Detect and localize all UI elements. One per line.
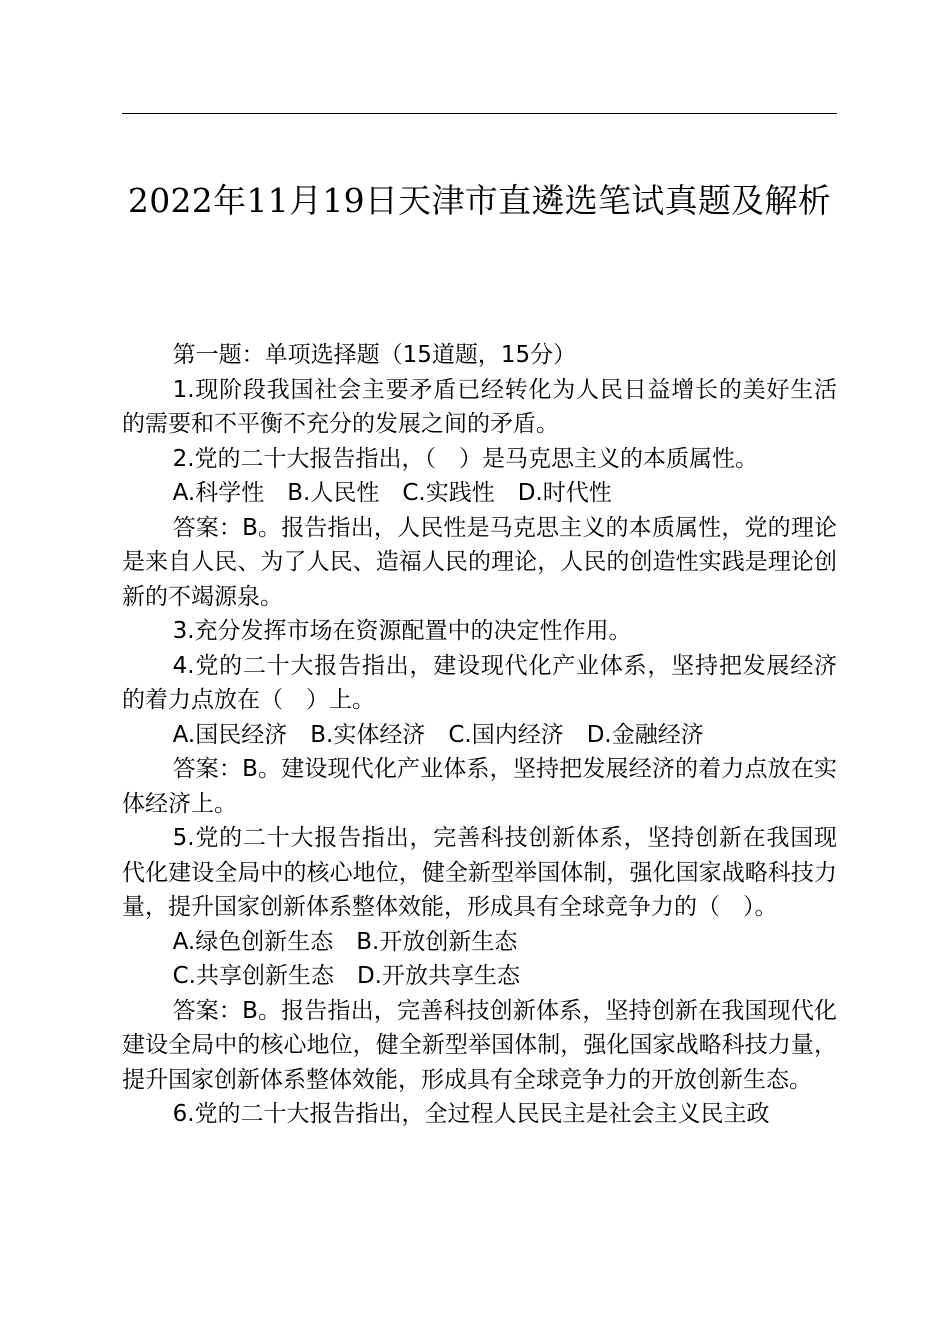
- question-5: 5.党的二十大报告指出，完善科技创新体系，坚持创新在我国现代化建设全局中的核心地位，健全新型举国体制，强化国家战略科技力量，提升国家创新体系整体效能，形成具有全球竞争力的（ ）。: [122, 825, 837, 920]
- section-heading: 第一题：单项选择题（15道题，15分）: [172, 342, 577, 368]
- question-5-answer: 答案：B。报告指出，完善科技创新体系，坚持创新在我国现代化建设全局中的核心地位，健全新型举国体制，强化国家战略科技力量，提升国家创新体系整体效能，形成具有全球竞争力的开放创新生态。: [122, 997, 837, 1093]
- question-2: 2.党的二十大报告指出，（ ）是马克思主义的本质属性。: [172, 445, 759, 472]
- question-6: 6.党的二十大报告指出，全过程人民民主是社会主义民主政: [172, 1101, 770, 1127]
- question-3: 3.充分发挥市场在资源配置中的决定性作用。: [172, 618, 632, 644]
- question-4-answer: 答案：B。建设现代化产业体系，坚持把发展经济的着力点放在实体经济上。: [122, 756, 837, 817]
- question-4: 4.党的二十大报告指出，建设现代化产业体系，坚持把发展经济的着力点放在（ ）上。: [122, 652, 837, 713]
- question-5-options-ab: A.绿色创新生态 B.开放创新生态: [172, 928, 518, 955]
- header-rule: [122, 113, 837, 114]
- document-body: [122, 338, 837, 1132]
- question-1: 1.现阶段我国社会主要矛盾已经转化为人民日益增长的美好生活的需要和不平衡不充分的发展之间的矛盾。: [122, 376, 837, 437]
- question-5-options-cd: C.共享创新生态 D.开放共享生态: [172, 963, 520, 989]
- question-2-answer: 答案：B。报告指出，人民性是马克思主义的本质属性，党的理论是来自人民、为了人民、造福人民的理论，人民的创造性实践是理论创新的不竭源泉。: [122, 514, 837, 610]
- document-title: 2022年11月19日天津市直遴选笔试真题及解析: [127, 181, 832, 220]
- question-2-options: A.科学性 B.人民性 C.实践性 D.时代性: [172, 480, 612, 506]
- question-4-options: A.国民经济 B.实体经济 C.国内经济 D.金融经济: [172, 721, 704, 748]
